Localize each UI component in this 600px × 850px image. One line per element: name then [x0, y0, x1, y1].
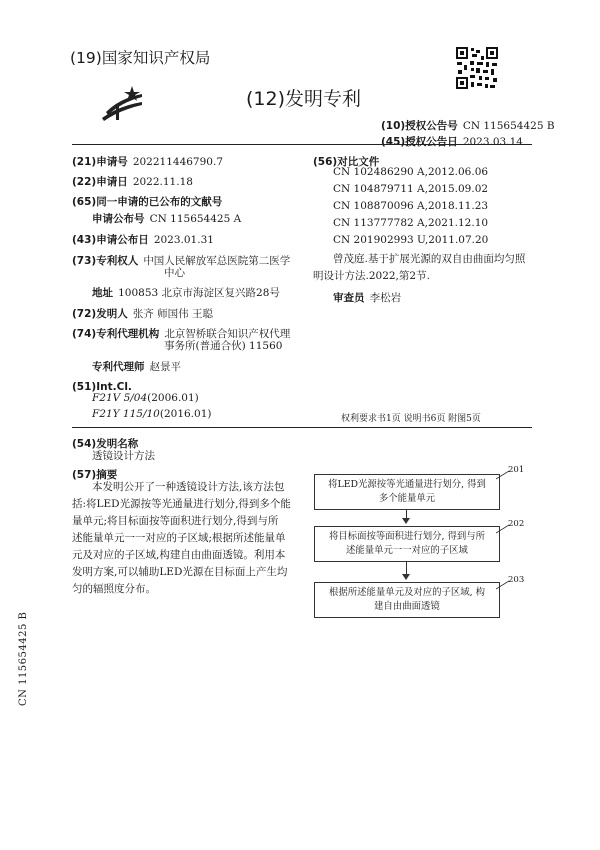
inventors	[72, 302, 213, 321]
abstract-line: 本发明公开了一种透镜设计方法,该方法包	[92, 481, 285, 493]
pub-date-code: (45)	[381, 136, 406, 148]
step-number: 203	[508, 575, 525, 585]
abstract-line: 匀的辐照度分布。	[72, 583, 156, 595]
issuer-name: 国家知识产权局	[101, 49, 211, 67]
pubdate-code: (43)	[72, 234, 97, 246]
app-no-code: (21)	[72, 156, 97, 168]
flow-step-box	[314, 526, 500, 562]
pub-no-value: CN 115654425 B	[462, 120, 555, 132]
flow-step-box	[314, 582, 500, 618]
flow-arrow-head	[402, 518, 410, 524]
publication-date	[381, 130, 523, 149]
prior-pub-no	[92, 207, 241, 226]
name-code: (54)	[72, 438, 97, 450]
abstract-line: 发明方案,可以辅助LED光源在目标面上产生均	[72, 566, 288, 578]
intcl2-code: F21Y 115/10	[92, 408, 160, 420]
flow-step-line2: 建自由曲面透镜	[374, 601, 440, 612]
agency-line2: 事务所(普通合伙) 11560	[164, 340, 283, 352]
inventor-label: 发明人	[96, 308, 128, 320]
app-no	[72, 150, 223, 169]
reference-text-line2: 明设计方法.2022,第2节.	[313, 270, 430, 282]
abstract-line: 元及对应的子区域,构建自由曲面透镜。利用本	[72, 549, 286, 561]
cnipa-logo	[98, 82, 150, 122]
abstract-line: 括:将LED光源按等光通量进行划分,得到多个能	[72, 498, 291, 510]
intcl-1	[92, 392, 199, 404]
issuer-code: (19)	[70, 49, 102, 67]
flow-step-line1: 根据所述能量单元及对应的子区域, 构	[329, 587, 485, 598]
abs-code: (57)	[72, 469, 97, 481]
doc-type-code: (12)	[246, 88, 286, 110]
page-info: 权利要求书1页 说明书6页 附图5页	[341, 414, 481, 424]
app-no-value: 202211446790.7	[132, 156, 223, 168]
app-date	[72, 170, 193, 189]
intcl2-date: (2016.01)	[159, 408, 212, 420]
app-date-value: 2022.11.18	[132, 176, 193, 188]
owner-line1: 中国人民解放军总医院第二医学	[143, 255, 291, 267]
flow-step-line2: 述能量单元一一对应的子区域	[346, 545, 468, 556]
intcl-label: Int.Cl.	[96, 381, 132, 393]
pub-no-label: 授权公告号	[405, 120, 458, 132]
side-publication-number: CN 115654425 B	[18, 611, 29, 706]
doc-type	[246, 84, 361, 111]
prior-pub-label: 申请公布号	[92, 213, 145, 225]
header-rule	[72, 144, 532, 145]
pub-no-code: (10)	[381, 120, 406, 132]
issuer	[70, 46, 210, 68]
inventor-code: (72)	[72, 308, 97, 320]
doc-type-name: 发明专利	[285, 88, 362, 110]
flow-step-box	[314, 474, 500, 510]
intcl-2	[92, 408, 211, 420]
owner-code: (73)	[72, 255, 97, 267]
prior-code: (65)	[72, 196, 97, 208]
flow-step-line1: 将LED光源按等光通量进行划分, 得到	[328, 479, 486, 490]
flow-step-line2: 多个能量单元	[378, 493, 436, 504]
address-label: 地址	[92, 287, 113, 299]
flow-arrow-head	[402, 574, 410, 580]
abs-label: 摘要	[96, 469, 118, 481]
agent	[92, 355, 181, 374]
agent-value: 赵景平	[149, 361, 182, 373]
inventor-names: 张齐 师国伟 王聪	[132, 308, 213, 320]
agency-code: (74)	[72, 328, 97, 340]
abstract-line: 量单元;将目标面按等面积进行划分,得到与所	[72, 515, 279, 527]
flow-step-line1: 将目标面按等面积进行划分, 得到与所	[329, 531, 485, 542]
step-number: 202	[508, 519, 525, 529]
app-date-label: 申请日	[96, 176, 128, 188]
agency-line1: 北京智桥联合知识产权代理	[164, 328, 291, 340]
invention-name: 透镜设计方法	[92, 450, 155, 462]
prior-pub-value: CN 115654425 A	[149, 213, 242, 225]
intcl1-date: (2006.01)	[147, 392, 199, 404]
app-date-code: (22)	[72, 176, 97, 188]
address	[92, 281, 280, 300]
reference-item: CN 201902993 U,2011.07.20	[333, 234, 489, 246]
intcl1-code: F21V 5/04	[92, 392, 148, 404]
reference-item: CN 102486290 A,2012.06.06	[333, 166, 489, 178]
owner-line2: 中心	[164, 267, 185, 279]
app-no-label: 申请号	[96, 156, 128, 168]
agent-label: 专利代理师	[92, 361, 145, 373]
step-number: 201	[508, 465, 525, 475]
reference-item: CN 108870096 A,2018.11.23	[333, 200, 489, 212]
address-value: 100853 北京市海淀区复兴路28号	[118, 287, 280, 299]
pub-date-value: 2023.03.14	[462, 136, 523, 148]
pubdate-label: 申请公布日	[96, 234, 149, 246]
owner-label: 专利权人	[96, 255, 139, 267]
agency-label: 专利代理机构	[96, 328, 160, 340]
pubdate-value: 2023.01.31	[153, 234, 214, 246]
reference-item: CN 113777782 A,2021.12.10	[333, 217, 489, 229]
prior-label: 同一申请的已公布的文献号	[96, 196, 223, 208]
qr-code-icon	[455, 46, 499, 90]
refs-code: (56)	[313, 156, 338, 168]
app-pub-date	[72, 228, 214, 247]
refs-label: 对比文件	[337, 156, 380, 168]
examiner-value: 李松岩	[369, 292, 402, 304]
examiner-label: 审查员	[333, 292, 365, 304]
qr-code	[455, 46, 499, 90]
middle-rule	[72, 427, 532, 428]
name-label: 发明名称	[96, 438, 139, 450]
abstract-line: 述能量单元一一对应的子区域;根据所述能量单	[72, 532, 286, 544]
cnipa-logo-icon	[98, 82, 150, 122]
intcl-code: (51)	[72, 381, 97, 393]
reference-item: CN 104879711 A,2015.09.02	[333, 183, 489, 195]
examiner	[333, 286, 401, 305]
reference-text-line1: 曾茂庭.基于扩展光源的双自由曲面均匀照	[333, 253, 526, 265]
pub-date-label: 授权公告日	[405, 136, 458, 148]
